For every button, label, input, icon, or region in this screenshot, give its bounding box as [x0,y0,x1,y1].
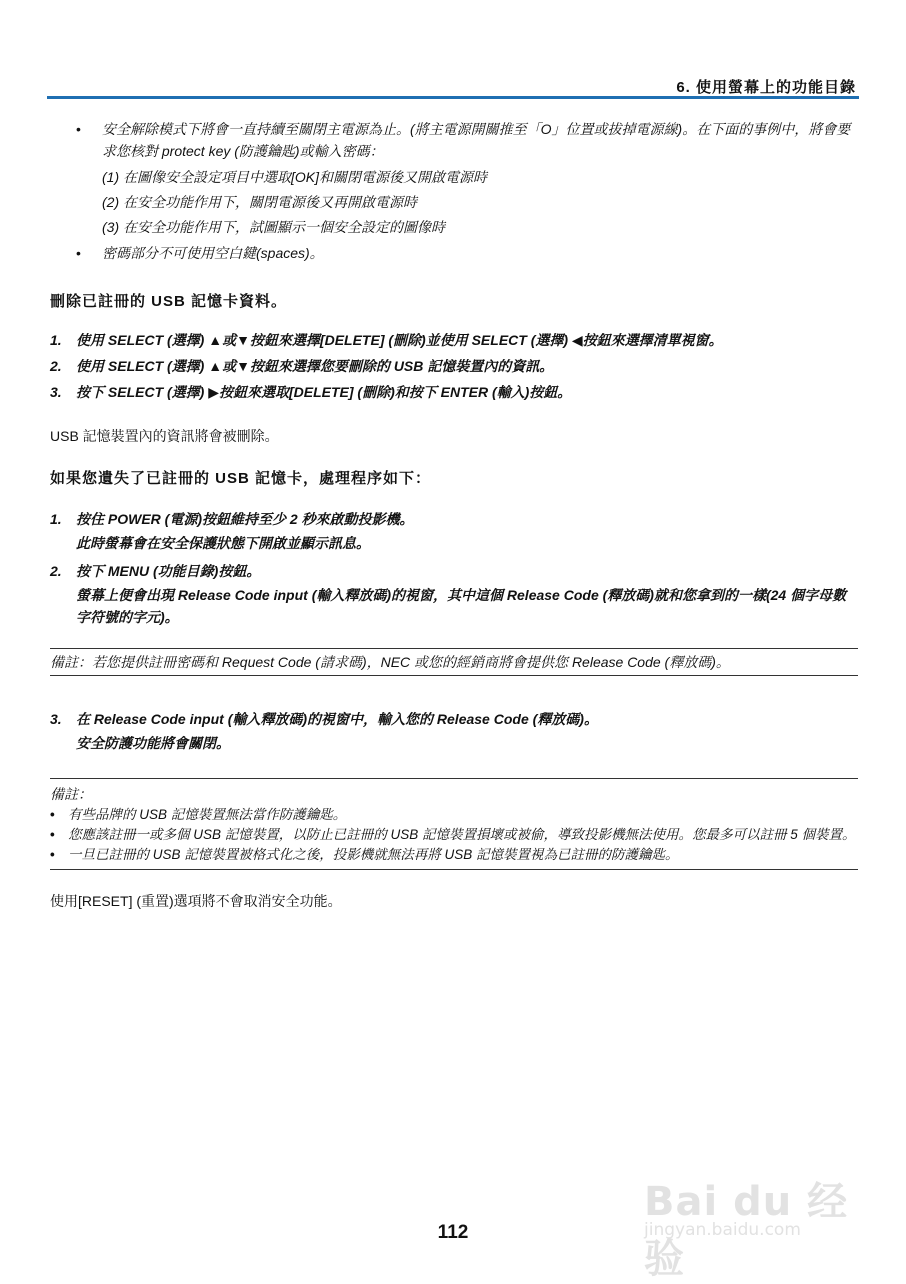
page-content [50,118,858,912]
bullet-dot-icon: • [76,121,81,137]
intro-bullets [50,118,858,162]
release-code-note: 備註：若您提供註冊密碼和 Request Code (請求碼)，NEC 或您的經銷商將會提供您 Release Code (釋放碼)。 [50,648,858,676]
bullet-dot-icon: • [50,847,55,862]
step-item [50,353,858,379]
step-number: 2. [50,358,62,374]
step-text: 在 Release Code input (輸入釋放碼)的視窗中，輸入您的 Release Code (釋放碼)。 [76,711,598,727]
case-1: (1) 在圖像安全設定項目中選取[OK]和關閉電源後又開啟電源時 [102,169,488,185]
step-text: 按下 SELECT (選擇) ▶按鈕來選取[DELETE] (刪除)和按下 ENTER (輸入)按鈕。 [76,384,572,400]
step-number: 2. [50,563,62,579]
section2-heading: 如果您遺失了已註冊的 USB 記憶卡，處理程序如下： [50,470,432,487]
step-text: 按住 POWER (電源)按鈕維持至少 2 秒來啟動投影機。 [76,511,414,527]
step-number: 1. [50,511,62,527]
watermark-brand: Bai du 经验 [644,1179,849,1282]
case-2: (2) 在安全功能作用下，關閉電源後又再開啟電源時 [102,194,417,210]
note-item [50,845,858,865]
bullet-dot-icon: • [50,807,55,822]
baidu-watermark [644,1150,854,1282]
notes-list [50,805,858,865]
header-rule [47,96,859,99]
page-number: 112 [437,1222,469,1243]
step-item [50,327,858,353]
note-item [50,805,858,825]
step-item [50,558,858,584]
note-text: 一旦已註冊的 USB 記憶裝置被格式化之後，投影機就無法再將 USB 記憶裝置視為已註冊的防護鑰匙。 [68,847,679,862]
step-text: 使用 SELECT (選擇) ▲或▼按鈕來選擇[DELETE] (刪除)並使用 SELECT (選擇) ◀按鈕來選擇清單視窗。 [76,332,723,348]
notes-title: 備註： [50,786,92,802]
note-text: 有些品牌的 USB 記憶裝置無法當作防護鑰匙。 [68,807,347,822]
section2-step3 [50,706,858,732]
step-number: 1. [50,332,62,348]
watermark-url: jingyan.baidu.com [644,1220,801,1240]
bullet-item [50,242,858,264]
note-item [50,825,858,845]
step-number: 3. [50,711,62,727]
step-continuation: 此時螢幕會在安全保護狀態下開啟並顯示訊息。 [76,535,370,551]
intro-bullets-2 [50,242,858,264]
page-header-title: 6. 使用螢幕上的功能目錄 [676,79,856,96]
section2-steps-b [50,558,858,584]
bullet-dot-icon: • [76,245,81,261]
bullet-text: 安全解除模式下將會一直持續至關閉主電源為止。(將主電源開關推至「O」位置或拔掉電源線)。在下面的事例中，將會要求您核對 protect key (防護鑰匙)或輸入密碼： [102,121,851,159]
section2-steps [50,506,858,532]
step-item [50,379,858,405]
step-continuation: 螢幕上便會出現 Release Code input (輸入釋放碼)的視窗，其中這個 Release Code (釋放碼)就和您拿到的一樣(24 個字母數字符號的字元)。 [76,587,847,625]
section1-steps [50,327,858,405]
bullet-item [50,118,858,162]
reset-note: 使用[RESET] (重置)選項將不會取消安全功能。 [50,893,342,909]
section1-heading: 刪除已註冊的 USB 記憶卡資料。 [50,293,288,310]
step-item [50,506,858,532]
bullet-text: 密碼部分不可使用空白鍵(spaces)。 [102,245,324,261]
section1-result: USB 記憶裝置內的資訊將會被刪除。 [50,428,279,444]
note-text: 您應該註冊一或多個 USB 記憶裝置，以防止已註冊的 USB 記憶裝置損壞或被偷，導致投影機無法使用。您最多可以註冊 5 個裝置。 [68,827,856,842]
step-number: 3. [50,384,62,400]
bullet-dot-icon: • [50,827,55,842]
usb-notes-box [50,778,858,870]
step-text: 使用 SELECT (選擇) ▲或▼按鈕來選擇您要刪除的 USB 記憶裝置內的資訊。 [76,358,554,374]
step-item [50,706,858,732]
step-continuation: 安全防護功能將會關閉。 [76,735,230,751]
step-text: 按下 MENU (功能目錄)按鈕。 [76,563,261,579]
case-3: (3) 在安全功能作用下，試圖顯示一個安全設定的圖像時 [102,219,445,235]
